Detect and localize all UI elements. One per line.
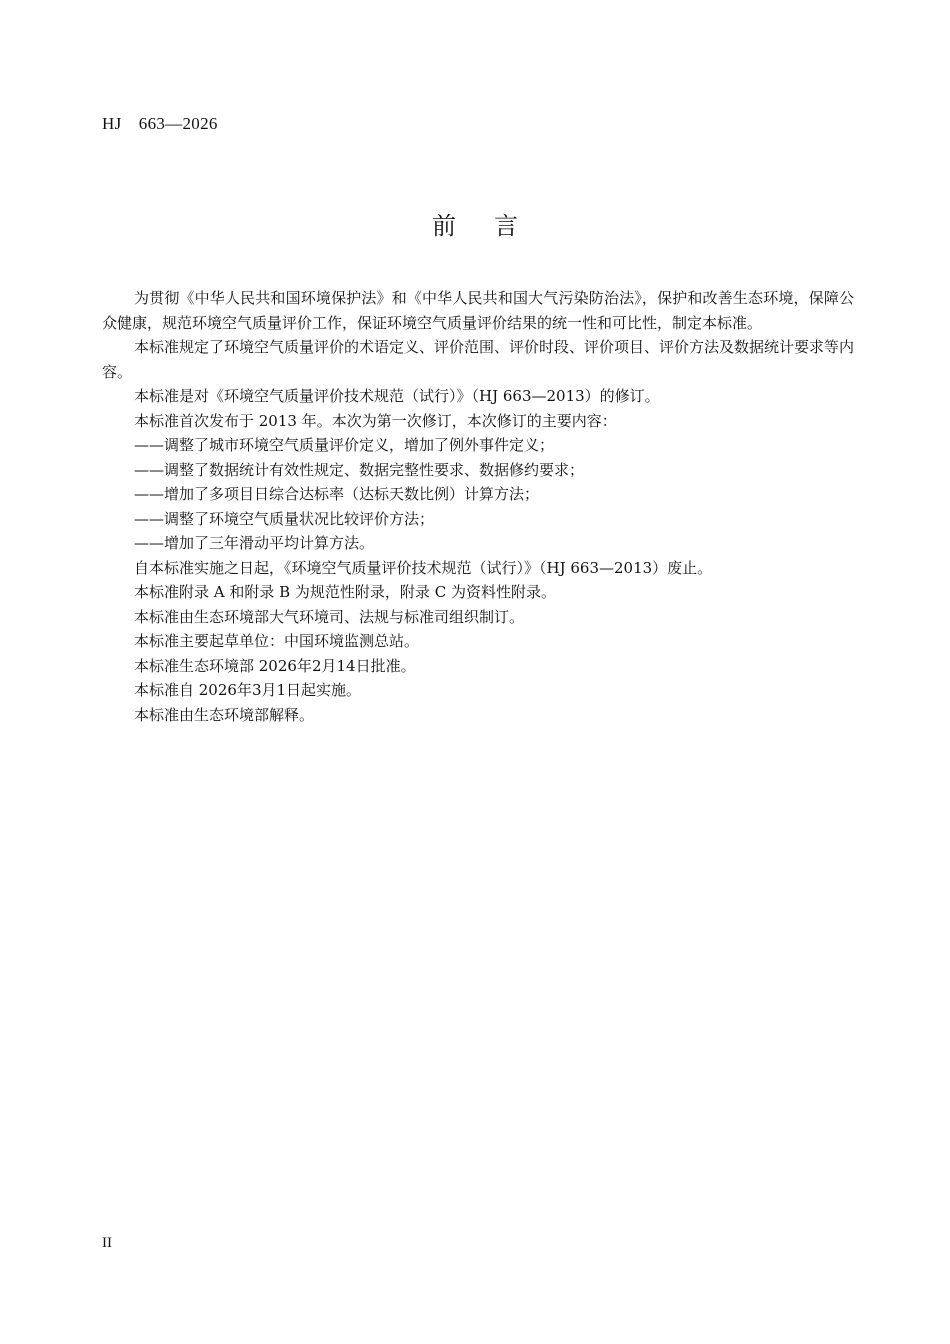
list-item: ——调整了城市环境空气质量评价定义，增加了例外事件定义； — [134, 436, 555, 454]
list-item: ——调整了数据统计有效性规定、数据完整性要求、数据修约要求； — [134, 460, 585, 479]
page-number: II — [102, 1235, 112, 1251]
paragraph-drafter: 本标准主要起草单位：中国环境监测总站。 — [134, 632, 420, 650]
revision-changes-list — [102, 433, 854, 556]
paragraph-approval: 本标准生态环境部 2026年2月14日批准。 — [134, 656, 416, 675]
paragraph-appendix: 本标准附录 A 和附录 B 为规范性附录，附录 C 为资料性附录。 — [134, 583, 556, 601]
foreword-body — [102, 286, 854, 727]
page-title: 前言 — [432, 212, 556, 240]
paragraph-abolition: 自本标准实施之日起，《环境空气质量评价技术规范（试行）》（HJ 663—2013）废止。 — [134, 558, 713, 577]
paragraph-scope: 本标准规定了环境空气质量评价的术语定义、评价范围、评价时段、评价项目、评价方法及数据统计要求等内容。 — [102, 338, 855, 381]
paragraph-purpose: 为贯彻《中华人民共和国环境保护法》和《中华人民共和国大气污染防治法》，保护和改善生态环境，保障公众健康，规范环境空气质量评价工作，保证环境空气质量评价结果的统一性和可比性，制定本标准。 — [102, 289, 854, 332]
list-item: ——增加了多项目日综合达标率（达标天数比例）计算方法； — [134, 485, 540, 503]
list-item: ——调整了环境空气质量状况比较评价方法； — [134, 509, 435, 528]
paragraph-revision: 本标准是对《环境空气质量评价技术规范（试行）》（HJ 663—2013）的修订。 — [134, 387, 660, 405]
paragraph-history: 本标准首次发布于 2013 年。本次为第一次修订，本次修订的主要内容： — [134, 411, 617, 430]
standard-code-header: HJ 663—2026 — [102, 114, 218, 133]
paragraph-interpretation: 本标准由生态环境部解释。 — [134, 705, 315, 724]
list-item: ——增加了三年滑动平均计算方法。 — [134, 534, 375, 552]
paragraph-organizer: 本标准由生态环境部大气环境司、法规与标准司组织制订。 — [134, 607, 525, 626]
paragraph-effective: 本标准自 2026年3月1日起实施。 — [134, 681, 362, 699]
